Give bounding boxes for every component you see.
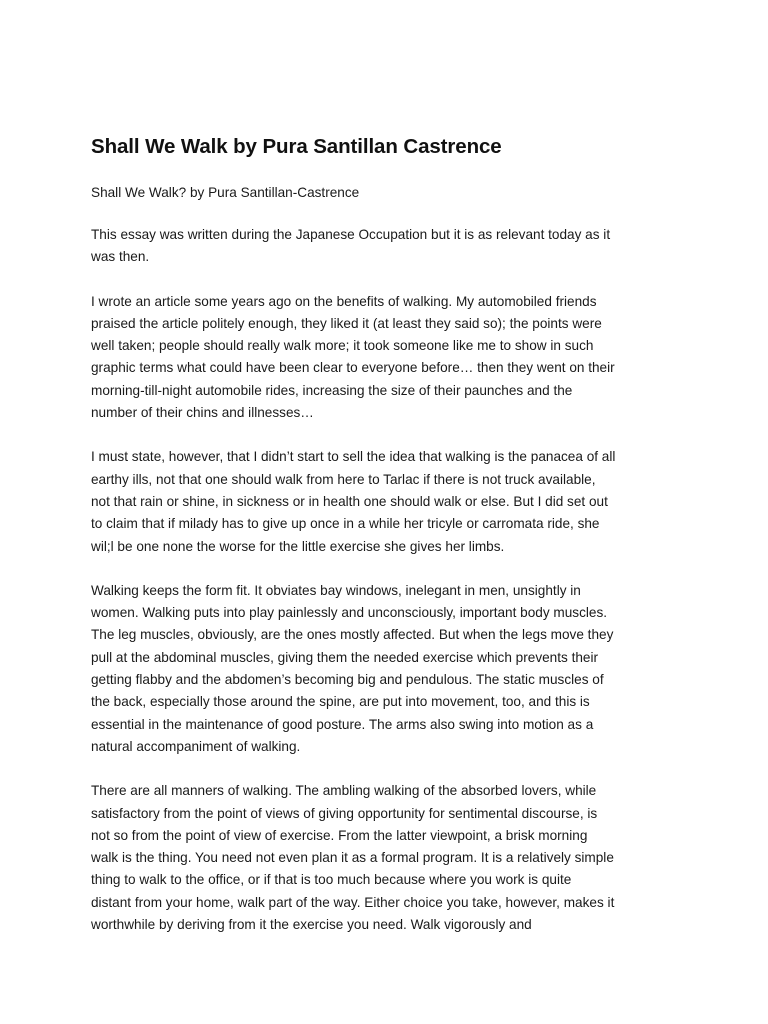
paragraph-line: Walking keeps the form fit. It obviates bay windows, inelegant in men, unsightly in <box>91 582 581 598</box>
document-body <box>91 131 691 936</box>
paragraph-line: graphic terms what could have been clear to everyone before… then they went on their <box>91 360 615 376</box>
paragraph-line: This essay was written during the Japanese Occupation but it is as relevant today as it <box>91 227 611 242</box>
paragraph <box>91 580 691 758</box>
document-subtitle: Shall We Walk? by Pura Santillan-Castrence <box>91 185 360 200</box>
paragraph-line: earthy ills, not that one should walk from here to Tarlac if there is not truck available, <box>91 471 596 487</box>
paragraph-line: pull at the abdominal muscles, giving them the needed exercise which prevents their <box>91 649 599 665</box>
paragraph-line: distant from your home, walk part of the way. Either choice you take, however, makes it <box>91 894 615 910</box>
paragraph-line: walk is the thing. You need not even plan it as a formal program. It is a relatively simple <box>91 850 614 866</box>
paragraph-line: the back, especially those around the spine, are put into movement, too, and this is <box>91 694 590 710</box>
paragraph-line: natural accompaniment of walking. <box>91 738 301 754</box>
paragraph-line: The leg muscles, obviously, are the ones mostly affected. But when the legs move they <box>91 627 614 643</box>
paragraph-line: worthwhile by deriving from it the exercise you need. Walk vigorously and <box>91 917 532 933</box>
paragraph <box>91 780 691 936</box>
paragraph-line: praised the article politely enough, they liked it (at least they said so); the points were <box>91 315 602 331</box>
paragraph-line: thing to walk to the office, or if that is too much because where you work is quite <box>91 872 572 888</box>
paragraph-line: getting flabby and the abdomen’s becoming big and pendulous. The static muscles of <box>91 672 604 688</box>
paragraph-line: There are all manners of walking. The ambling walking of the absorbed lovers, while <box>91 783 597 799</box>
paragraph <box>91 446 691 557</box>
paragraph-line: not that rain or shine, in sickness or in health one should walk or else. But I did set out <box>91 493 608 509</box>
paragraph-list <box>91 224 691 936</box>
paragraph-line: not so from the point of view of exercise. From the latter viewpoint, a brisk morning <box>91 827 588 843</box>
paragraph-line: well taken; people should really walk more; it took someone like me to show in such <box>91 338 594 354</box>
paragraph-line: was then. <box>91 249 150 265</box>
paragraph-line: number of their chins and illnesses… <box>91 405 314 421</box>
paragraph-line: satisfactory from the point of views of giving opportunity for sentimental discourse, is <box>91 805 598 821</box>
paragraph-line: I wrote an article some years ago on the benefits of walking. My automobiled friends <box>91 293 597 309</box>
paragraph <box>91 291 691 425</box>
paragraph-line: wil;l be one none the worse for the little exercise she gives her limbs. <box>91 538 505 554</box>
paragraph-line: I must state, however, that I didn’t start to sell the idea that walking is the panacea of all <box>91 449 616 465</box>
paragraph-line: women. Walking puts into play painlessly and unconsciously, important body muscles. <box>91 605 608 621</box>
paragraph <box>91 224 691 269</box>
paragraph-line: morning-till-night automobile rides, increasing the size of their paunches and the <box>91 382 573 398</box>
document-title: Shall We Walk by Pura Santillan Castrence <box>91 135 502 158</box>
paragraph-line: to claim that if milady has to give up once in a while her tricyle or carromata ride, she <box>91 516 600 532</box>
paragraph-line: essential in the maintenance of good posture. The arms also swing into motion as a <box>91 716 594 732</box>
